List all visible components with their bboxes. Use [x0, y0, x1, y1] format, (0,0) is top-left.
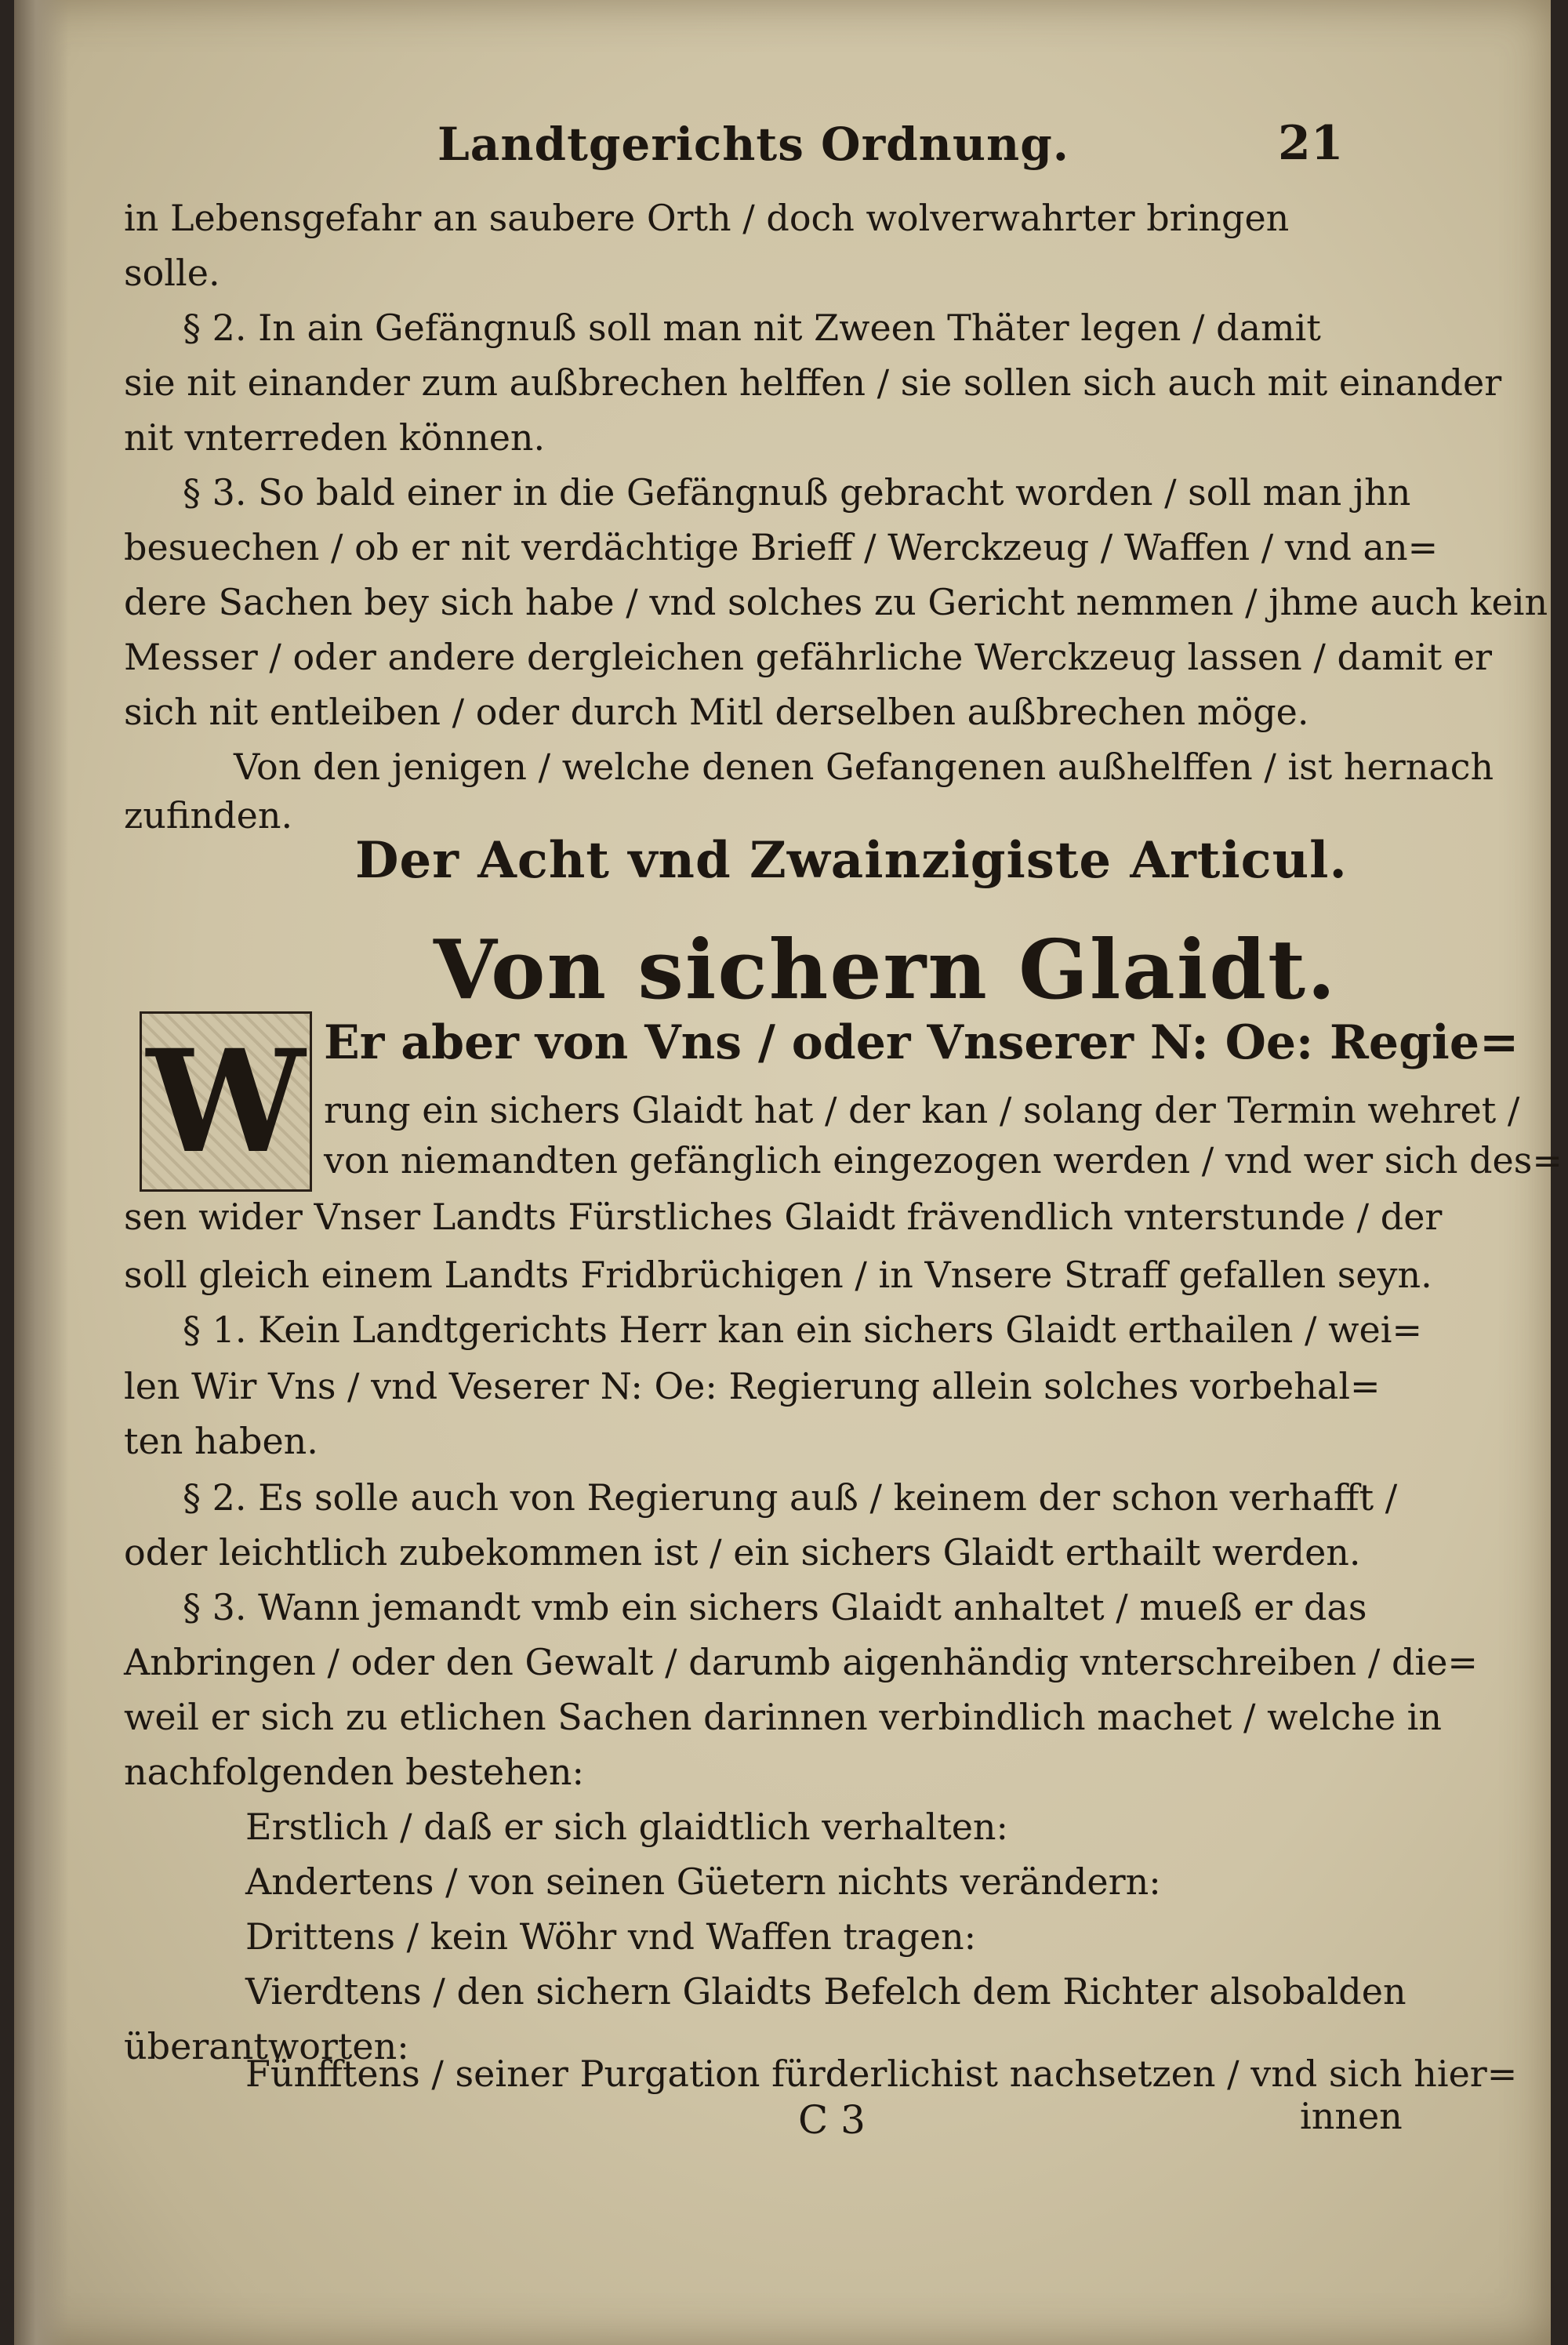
- text-line: dere Sachen bey sich habe / vnd solches zu Gericht nemmen / jhme auch kein: [124, 581, 1548, 623]
- text-line: überantworten:: [124, 2025, 409, 2067]
- text-line: § 1. Kein Landtgerichts Herr kan ein sichers Glaidt erthailen / wei=: [183, 1309, 1423, 1351]
- text-line: § 2. In ain Gefängnuß soll man nit Zween Thäter legen / damit: [183, 307, 1321, 349]
- text-line: ten haben.: [124, 1420, 318, 1462]
- text-line: sen wider Vnser Landts Fürstliches Glaidt frävendlich vnterstunde / der: [124, 1196, 1443, 1238]
- text-line: Vierdtens / den sichern Glaidts Befelch dem Richter alsobalden: [245, 1970, 1406, 2013]
- text-line: oder leichtlich zubekommen ist / ein sichers Glaidt erthailt werden.: [124, 1531, 1361, 1574]
- text-line: nachfolgenden bestehen:: [124, 1751, 585, 1793]
- text-line: Erstlich / daß er sich glaidtlich verhalten:: [245, 1806, 1009, 1848]
- text-line: sie nit einander zum außbrechen helffen / sie sollen sich auch mit einander: [124, 361, 1502, 404]
- text-line: § 3. Wann jemandt vmb ein sichers Glaidt anhaltet / mueß er das: [183, 1586, 1367, 1628]
- text-line: Drittens / kein Wöhr vnd Waffen tragen:: [245, 1915, 977, 1958]
- article-title: Von sichern Glaidt.: [434, 921, 1338, 1018]
- text-line: § 3. So bald einer in die Gefängnuß gebracht worden / soll man jhn: [183, 471, 1411, 514]
- book-page: [14, 0, 1563, 2345]
- text-line: soll gleich einem Landts Fridbrüchigen / in Vnsere Straff gefallen seyn.: [124, 1254, 1432, 1296]
- running-header-title: Landtgerichts Ordnung.: [437, 118, 1069, 171]
- text-line: rung ein sichers Glaidt hat / der kan / solang der Termin wehret /: [324, 1089, 1520, 1131]
- text-line: § 2. Es solle auch von Regierung auß / keinem der schon verhafft /: [183, 1476, 1398, 1519]
- decorated-initial: W: [140, 1011, 312, 1192]
- text-line: zufinden.: [124, 794, 293, 837]
- signature-mark: C 3: [798, 2097, 866, 2143]
- catchword: innen: [1300, 2095, 1403, 2137]
- text-line: sich nit entleiben / oder durch Mitl derselben außbrechen möge.: [124, 691, 1309, 733]
- page-spine-shadow: [14, 0, 69, 2345]
- article-heading: Der Acht vnd Zwainzigiste Articul.: [355, 831, 1348, 890]
- text-line: nit vnterreden können.: [124, 416, 546, 459]
- text-line: von niemandten gefänglich eingezogen werden / vnd wer sich des=: [324, 1139, 1563, 1182]
- text-line: Fünfftens / seiner Purgation fürderlichist nachsetzen / vnd sich hier=: [245, 2053, 1518, 2095]
- text-line: Von den jenigen / welche denen Gefangenen außhelffen / ist hernach: [234, 746, 1494, 788]
- text-line: besuechen / ob er nit verdächtige Brieff / Werckzeug / Waffen / vnd an=: [124, 526, 1439, 568]
- text-line: in Lebensgefahr an saubere Orth / doch wolverwahrter bringen: [124, 197, 1290, 239]
- text-line: len Wir Vns / vnd Veserer N: Oe: Regierung allein solches vorbehal=: [124, 1365, 1381, 1407]
- page-number: 21: [1278, 116, 1344, 171]
- text-line: Messer / oder andere dergleichen gefährliche Werckzeug lassen / damit er: [124, 636, 1493, 678]
- text-line: Andertens / von seinen Güetern nichts verändern:: [245, 1860, 1161, 1903]
- text-line: Anbringen / oder den Gewalt / darumb aigenhändig vnterschreiben / die=: [124, 1641, 1478, 1683]
- text-line-first: Er aber von Vns / oder Vnserer N: Oe: Regie=: [324, 1015, 1519, 1070]
- text-line: weil er sich zu etlichen Sachen darinnen verbindlich machet / welche in: [124, 1696, 1442, 1738]
- text-line: solle.: [124, 252, 220, 294]
